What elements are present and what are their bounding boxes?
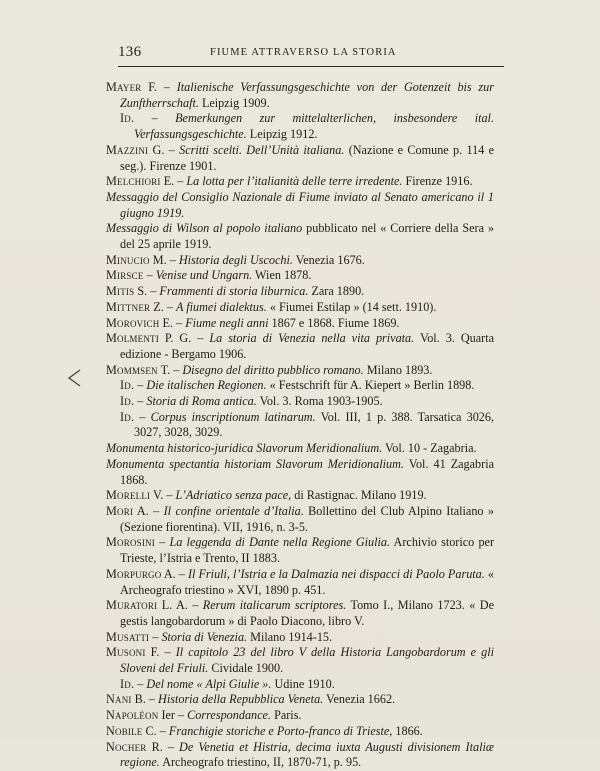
entry-publication: Vol. 41 Zagabria 1868. <box>120 456 495 487</box>
entry-publication: Cividale 1900. <box>208 661 284 676</box>
bibliography-entry <box>106 268 494 284</box>
bibliography-entry <box>106 677 494 693</box>
entry-title: Scritti scelti. Dell’Unità italiana. <box>179 142 345 157</box>
entry-title: Storia di Venezia. <box>161 629 248 644</box>
entry-initials: T. <box>157 362 174 377</box>
bibliography-list <box>106 80 494 771</box>
bibliography-entry <box>106 692 494 708</box>
entry-author: Muratori <box>106 598 158 613</box>
entry-initials: C. <box>142 723 160 738</box>
bibliography-entry <box>106 630 494 646</box>
entry-publication: di Rastignac. Milano 1919. <box>291 488 427 503</box>
bibliography-entry <box>106 535 494 566</box>
entry-dash: – <box>153 503 164 518</box>
entry-dash: – <box>176 315 186 330</box>
entry-author: Nani <box>106 692 132 707</box>
entry-publication: Firenze 1916. <box>402 174 473 189</box>
entry-title: La leggenda di Dante nella Regione Giulia. <box>169 535 391 550</box>
entry-title: Franchigie storiche e Porto-franco di Trieste, <box>168 723 393 738</box>
entry-title: Il Friuli, l’Istria e la Dalmazia nei dispacci di Paolo Paruta. <box>187 566 485 581</box>
bibliography-entry <box>106 378 494 394</box>
entry-publication: Tomo I., Milano 1723. « De gestis langobardorum » di Paolo Diacono, libro V. <box>120 598 494 628</box>
entry-title: Frammenti di storia liburnica. <box>159 284 309 299</box>
entry-title: Disegno del diritto pubblico romano. <box>182 362 364 377</box>
entry-title: Historia degli Uscochi. <box>178 252 293 267</box>
entry-dash: – <box>137 394 147 409</box>
entry-publication: Archivio storico per Trieste, l’Istria e Trento, II 1883. <box>120 535 495 566</box>
entry-title: Corpus inscriptionum latinarum. <box>150 409 316 424</box>
bibliography-entry <box>106 708 494 724</box>
entry-initials: B. <box>131 692 149 707</box>
entry-author: Napoléon <box>106 708 159 723</box>
entry-author: Mazzini <box>106 142 149 157</box>
page-header <box>118 44 506 62</box>
bibliography-entry <box>106 143 494 174</box>
entry-author: Id. <box>120 409 135 424</box>
entry-initials: A. <box>161 566 179 581</box>
entry-author: Minucio <box>106 252 150 267</box>
bibliography-entry <box>106 740 494 771</box>
bibliography-entry <box>106 174 494 190</box>
entry-publication: Bollettino del Club Alpino Italiano » (Sezione fiorentina). VII, 1916, n. 3-5. <box>120 503 494 534</box>
entry-title: Messaggio del Consiglio Nazionale di Fiume inviato al Senato americano il 1 giugno 1919. <box>106 189 494 220</box>
entry-title: Venise und Ungarn. <box>155 268 253 283</box>
running-title: FIUME ATTRAVERSO LA STORIA <box>210 47 397 58</box>
entry-initials: R. <box>146 739 168 754</box>
entry-author: Id. <box>120 111 135 126</box>
entry-initials: Z. <box>150 299 167 314</box>
entry-dash: – <box>173 362 183 377</box>
entry-initials: E. <box>160 174 178 189</box>
entry-publication: Leipzig 1909. <box>198 95 270 110</box>
entry-publication: « Fiumei Estilap » (14 sett. 1910). <box>266 299 437 314</box>
entry-author: Molmenti <box>106 331 159 346</box>
entry-author: Melchiori <box>106 174 161 189</box>
entry-publication: Venezia 1676. <box>292 252 365 267</box>
entry-publication: Zara 1890. <box>308 284 365 299</box>
entry-dash: – <box>167 739 180 754</box>
entry-author: Mittner <box>106 299 151 314</box>
entry-author: Id. <box>120 378 135 393</box>
entry-title: Historia della Repubblica Veneta. <box>158 692 324 707</box>
entry-initials <box>134 111 151 125</box>
entry-publication: Milano 1893. <box>363 362 433 377</box>
entry-publication: « Archeografo triestino » XVI, 1890 p. 451. <box>120 566 494 597</box>
bibliography-entry <box>106 316 494 332</box>
bibliography-entry <box>106 394 494 410</box>
entry-publication: 1866. <box>392 723 423 738</box>
entry-title: Il capitolo 23 del libro V della Historia Langobardorum e gli Sloveni del Friuli. <box>120 645 495 676</box>
entry-initials: Ier <box>158 708 179 723</box>
bibliography-entry <box>106 457 494 488</box>
entry-author: Mitis <box>106 284 135 299</box>
entry-publication: pubblicato nel « Corriere della Sera » del 25 aprile 1919. <box>120 221 494 252</box>
header-rule <box>118 66 504 67</box>
entry-publication: Venezia 1662. <box>323 692 396 707</box>
entry-initials: L. A. <box>157 598 193 613</box>
entry-title: Italienische Verfassungsgeschichte von der Gotenzeit bis zur Zunftherrschaft. <box>120 80 494 110</box>
entry-title: L’Adriatico senza pace, <box>175 488 292 503</box>
entry-dash: – <box>178 566 188 581</box>
entry-initials: V. <box>150 488 167 503</box>
entry-title: De Venetia et Histria, decima iuxta Augusti divisionem Italiæ regione. <box>120 739 494 770</box>
bibliography-entry <box>106 300 494 316</box>
bibliography-entry <box>106 363 494 379</box>
bibliography-entry <box>106 645 494 676</box>
margin-mark <box>66 368 82 388</box>
entry-author: Musatti <box>106 629 150 644</box>
entry-title: La storia di Venezia nella vita privata. <box>209 331 415 346</box>
entry-title: Fiume negli anni <box>185 315 269 330</box>
entry-title: A fiumei dialektus. <box>175 299 267 314</box>
entry-initials: F. <box>141 80 164 94</box>
entry-dash: – <box>159 535 170 550</box>
entry-dash: – <box>146 268 156 283</box>
entry-author: Morosini <box>106 535 155 550</box>
entry-title: Monumenta spectantia historiam Slavorum Meridionalium. <box>106 456 404 471</box>
entry-author: Mirsce <box>106 268 144 283</box>
entry-publication: Wien 1878. <box>252 268 312 283</box>
entry-dash: – <box>192 598 203 613</box>
entry-dash: – <box>177 174 187 189</box>
entry-publication: 1867 e 1868. Fiume 1869. <box>268 315 400 330</box>
entry-dash: – <box>137 676 147 691</box>
entry-title: Il confine orientale d’Italia. <box>163 503 304 518</box>
bibliography-entry <box>106 190 494 221</box>
entry-dash: – <box>164 645 176 660</box>
entry-dash: – <box>169 252 179 267</box>
entry-author: Morovich <box>106 315 160 330</box>
entry-author: Nobile <box>106 723 143 738</box>
entry-publication: Vol. 10 - Zagabria. <box>382 441 477 456</box>
entry-author: Nocher <box>106 739 147 754</box>
page-number: 136 <box>118 44 142 60</box>
entry-publication: Milano 1914-15. <box>247 629 333 644</box>
bibliography-entry <box>106 111 494 142</box>
entry-initials: A. <box>133 503 154 518</box>
entry-publication: Udine 1910. <box>271 676 335 691</box>
entry-dash: – <box>137 378 147 393</box>
entry-dash: – <box>139 409 151 424</box>
entry-initials: P. G. <box>158 331 198 346</box>
entry-dash: – <box>166 299 176 314</box>
entry-publication: Vol. 3. Quarta edizione - Bergamo 1906. <box>120 331 495 361</box>
entry-author: Musoni <box>106 645 146 660</box>
bibliography-entry <box>106 488 494 504</box>
bibliography-entry <box>106 80 494 111</box>
entry-dash: – <box>148 692 159 707</box>
entry-publication: Vol. 3. Roma 1903-1905. <box>256 394 383 409</box>
entry-publication: « Festschrift für A. Kiepert » Berlin 1898. <box>266 378 475 393</box>
entry-title: La lotta per l’italianità delle terre irredente. <box>186 174 403 189</box>
bibliography-entry <box>106 410 494 441</box>
entry-title: Die italischen Regionen. <box>146 378 267 393</box>
entry-initials: S. <box>134 284 151 299</box>
entry-dash: – <box>166 488 176 503</box>
entry-author: Id. <box>120 676 135 691</box>
entry-initials: E. <box>159 315 177 330</box>
entry-dash: – <box>163 80 177 94</box>
bibliography-entry <box>106 284 494 300</box>
bibliography-entry <box>106 504 494 535</box>
entry-initials: G. <box>148 142 169 157</box>
bibliography-entry <box>106 598 494 629</box>
entry-author: Morelli <box>106 488 151 503</box>
entry-author: Mommsen <box>106 362 158 377</box>
entry-author: Morpurgo <box>106 566 162 581</box>
bibliography-entry <box>106 724 494 740</box>
entry-title: Bemerkungen zur mittelalterlichen, insbesondere ital. Verfassungsgeschichte. <box>134 111 494 142</box>
entry-author: Id. <box>120 394 135 409</box>
entry-title: Rerum italicarum scriptores. <box>202 598 347 613</box>
entry-publication: Archeografo triestino, II, 1870-71, p. 95. <box>159 755 362 770</box>
entry-dash: – <box>151 111 176 126</box>
bibliography-entry <box>106 441 494 457</box>
entry-publication: Leipzig 1912. <box>246 127 318 142</box>
entry-publication: (Nazione e Comune p. 114 e seg.). Firenze 1901. <box>120 142 495 173</box>
entry-dash: – <box>152 629 162 644</box>
entry-dash: – <box>150 284 160 299</box>
entry-dash: – <box>159 723 169 738</box>
entry-publication: Paris. <box>271 708 302 723</box>
bibliography-entry <box>106 253 494 269</box>
entry-initials: F. <box>145 645 165 660</box>
entry-title: Monumenta historico-juridica Slavorum Meridionalium. <box>106 441 383 456</box>
entry-author: Mayer <box>106 80 142 94</box>
entry-dash: – <box>178 708 188 723</box>
entry-title: Del nome « Alpi Giulie ». <box>146 676 272 691</box>
bibliography-entry <box>106 331 494 362</box>
entry-title: Storia di Roma antica. <box>146 394 257 409</box>
entry-title: Correspondance. <box>187 708 272 723</box>
entry-dash: – <box>197 331 210 346</box>
entry-publication: Vol. III, 1 p. 388. Tarsatica 3026, 3027, 3028, 3029. <box>134 409 495 440</box>
bibliography-entry <box>106 221 494 252</box>
bibliography-entry <box>106 567 494 598</box>
entry-dash: – <box>168 142 180 157</box>
entry-title: Messaggio di Wilson al popolo italiano <box>106 221 303 236</box>
entry-author: Mori <box>106 503 134 518</box>
entry-initials: M. <box>149 252 170 267</box>
